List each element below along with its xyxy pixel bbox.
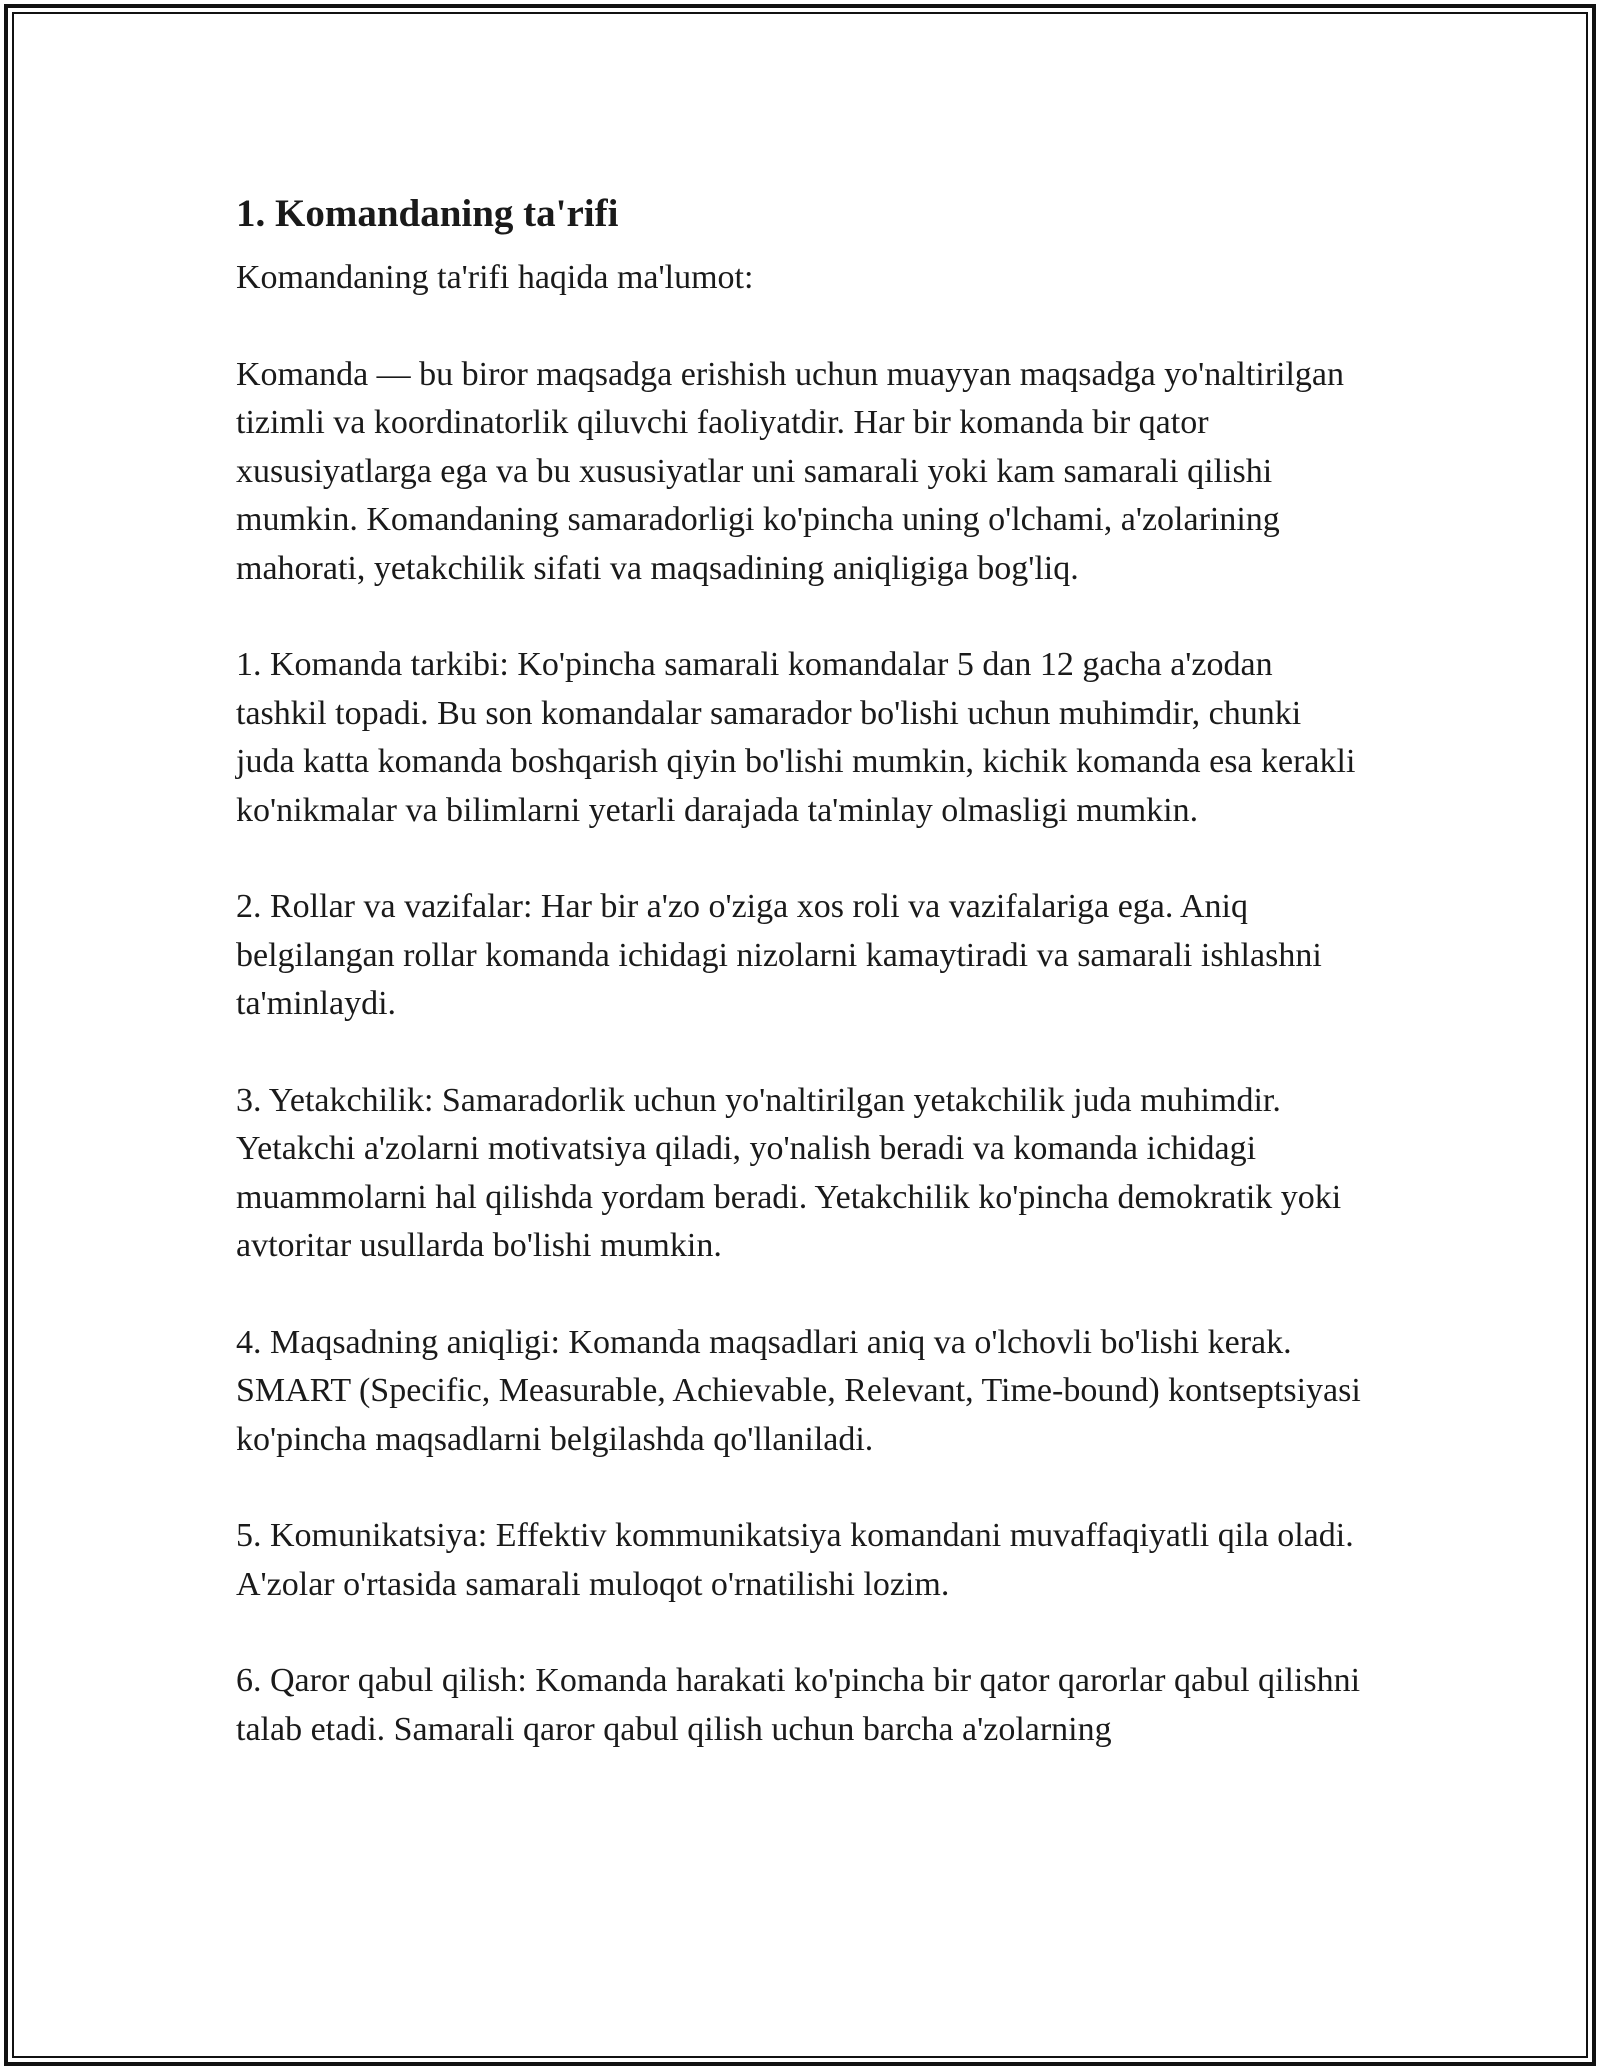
section-heading: 1. Komandaning ta'rifi <box>236 192 619 235</box>
paragraph-definition: Komanda — bu biror maqsadga erishish uchun muayyan maqsadga yo'naltirilgan tizimli va koordinatorlik qiluvchi faoliyatdir. Har bir komanda bir qator xususiyatlarga ega va bu xususiyatlar uni samarali yoki kam samarali qilishi mumkin. Komandaning samaradorligi ko'pincha uning o'lchami, a'zolarining mahorati, yetakchilik sifati va maqsadining aniqligiga bog'liq. <box>236 355 1345 587</box>
document-body <box>236 188 1366 1754</box>
paragraph-team-composition: 1. Komanda tarkibi: Ko'pincha samarali komandalar 5 dan 12 gacha a'zodan tashkil topadi. Bu son komandalar samarador bo'lishi uchun muhimdir, chunki juda katta komanda boshqarish qiyin bo'lishi mumkin, kichik komanda esa kerakli ko'nikmalar va bilimlarni yetarli darajada ta'minlay olmasligi mumkin. <box>236 646 1356 829</box>
intro-text: Komandaning ta'rifi haqida ma'lumot: <box>236 259 754 296</box>
paragraph-communication: 5. Komunikatsiya: Effektiv kommunikatsiya komandani muvaffaqiyatli qila oladi. A'zolar o'rtasida samarali muloqot o'rnatilishi lozim. <box>236 1517 1354 1603</box>
paragraph-decision-making: 6. Qaror qabul qilish: Komanda harakati ko'pincha bir qator qarorlar qabul qilishni talab etadi. Samarali qaror qabul qilish uchun barcha a'zolarning <box>236 1662 1361 1748</box>
paragraph-roles: 2. Rollar va vazifalar: Har bir a'zo o'ziga xos roli va vazifalariga ega. Aniq belgilangan rollar komanda ichidagi nizolarni kamaytiradi va samarali ishlashni ta'minlaydi. <box>236 888 1322 1022</box>
paragraph-leadership: 3. Yetakchilik: Samaradorlik uchun yo'naltirilgan yetakchilik juda muhimdir. Yetakchi a'zolarni motivatsiya qiladi, yo'nalish beradi va komanda ichidagi muammolarni hal qilishda yordam beradi. Yetakchilik ko'pincha demokratik yoki avtoritar usullarda bo'lishi mumkin. <box>236 1081 1342 1264</box>
paragraph-goal-clarity: 4. Maqsadning aniqligi: Komanda maqsadlari aniq va o'lchovli bo'lishi kerak. SMART (Specific, Measurable, Achievable, Relevant, Time-bound) kontseptsiyasi ko'pincha maqsadlarni belgilashda qo'llaniladi. <box>236 1323 1361 1458</box>
